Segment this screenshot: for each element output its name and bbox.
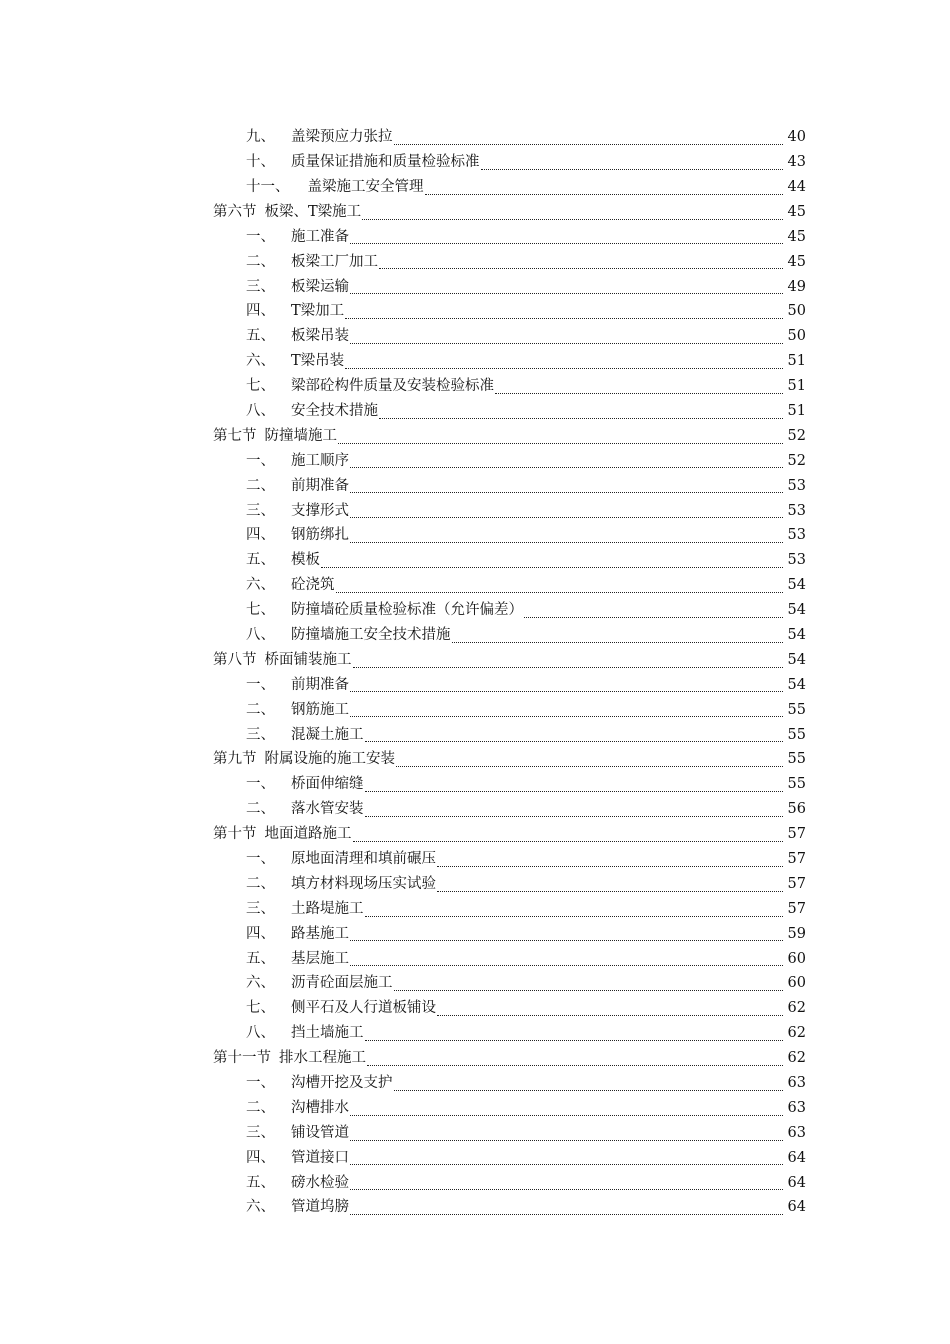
toc-page-number: 45	[787, 253, 806, 270]
toc-dot-leader	[350, 1139, 783, 1141]
toc-page-number: 62	[787, 1050, 806, 1067]
toc-entry-number: 四、	[246, 1149, 275, 1166]
toc-page-number: 63	[787, 1099, 806, 1116]
toc-subsection-entry[interactable]	[0, 150, 950, 175]
toc-entry-number: 二、	[246, 701, 275, 718]
toc-page-number: 55	[787, 726, 806, 743]
toc-subsection-entry[interactable]	[0, 374, 950, 399]
toc-entry-title: 施工顺序	[291, 452, 349, 469]
toc-page-number: 44	[787, 178, 806, 195]
toc-dot-leader	[365, 815, 784, 817]
toc-dot-leader	[367, 1064, 783, 1066]
toc-entry-number: 第十一节	[213, 1050, 271, 1067]
toc-page-number: 64	[787, 1149, 806, 1166]
toc-entry-title: 侧平石及人行道板铺设	[291, 1000, 436, 1017]
toc-entry-title: 沥青砼面层施工	[291, 975, 393, 992]
toc-page-number: 63	[787, 1124, 806, 1141]
toc-dot-leader	[350, 541, 783, 543]
toc-subsection-entry[interactable]	[0, 299, 950, 324]
toc-entry-title: 板梁工厂加工	[291, 253, 378, 270]
table-of-contents	[0, 125, 950, 1220]
toc-page-number: 52	[787, 427, 806, 444]
toc-page-number: 59	[787, 925, 806, 942]
toc-page-number: 64	[787, 1199, 806, 1216]
toc-page-number: 45	[787, 203, 806, 220]
toc-subsection-entry[interactable]	[0, 449, 950, 474]
toc-subsection-entry[interactable]	[0, 1146, 950, 1171]
toc-subsection-entry[interactable]	[0, 1121, 950, 1146]
toc-entry-title: 土路堤施工	[291, 900, 364, 917]
toc-dot-leader	[350, 1163, 783, 1165]
toc-entry-title: 附属设施的施工安装	[264, 751, 395, 768]
toc-subsection-entry[interactable]	[0, 249, 950, 274]
toc-dot-leader	[394, 143, 784, 145]
toc-entry-title: 钢筋施工	[291, 701, 349, 718]
toc-dot-leader	[365, 915, 784, 917]
toc-entry-title: 防撞墙施工	[264, 427, 337, 444]
toc-page-number: 56	[787, 801, 806, 818]
toc-page-number: 40	[787, 129, 806, 146]
toc-entry-number: 三、	[246, 278, 275, 295]
toc-entry-title: T梁加工	[291, 303, 345, 320]
toc-entry-number: 八、	[246, 627, 275, 643]
toc-entry-title: 盖梁施工安全管理	[307, 178, 424, 195]
toc-dot-leader	[365, 790, 784, 792]
toc-dot-leader	[350, 242, 783, 244]
toc-subsection-entry[interactable]	[0, 797, 950, 822]
toc-entry-title: 防撞墙砼质量检验标准（允许偏差）	[291, 602, 523, 619]
toc-entry-number: 七、	[246, 1000, 275, 1017]
toc-page-number: 54	[787, 602, 806, 619]
toc-page-number: 55	[787, 701, 806, 718]
toc-dot-leader	[350, 292, 783, 294]
toc-entry-title: 防撞墙施工安全技术措施	[291, 627, 451, 643]
toc-entry-title: 盖梁预应力张拉	[291, 129, 393, 146]
toc-dot-leader	[379, 417, 783, 419]
toc-entry-number: 二、	[246, 477, 275, 494]
toc-subsection-entry[interactable]	[0, 1021, 950, 1046]
toc-page-number: 51	[787, 378, 806, 395]
toc-page-number: 54	[787, 627, 806, 643]
toc-section-entry[interactable]	[0, 424, 950, 449]
toc-entry-number: 六、	[246, 975, 275, 992]
toc-subsection-entry[interactable]	[0, 349, 950, 374]
toc-entry-title: 板梁吊装	[291, 328, 349, 345]
toc-dot-leader	[350, 1213, 783, 1215]
toc-entry-number: 三、	[246, 726, 275, 743]
toc-entry-title: 原地面清理和填前碾压	[291, 851, 436, 868]
toc-page-number: 60	[787, 975, 806, 992]
toc-dot-leader	[350, 466, 783, 468]
toc-page-number: 53	[787, 527, 806, 544]
toc-page-number: 43	[787, 154, 806, 171]
toc-entry-title: 前期准备	[291, 477, 349, 494]
toc-entry-title: 板梁、T梁施工	[264, 203, 362, 220]
toc-page-number: 55	[787, 776, 806, 793]
toc-subsection-entry[interactable]	[0, 623, 950, 648]
toc-entry-number: 第八节	[213, 651, 257, 668]
toc-subsection-entry[interactable]	[0, 1195, 950, 1220]
toc-entry-title: 路基施工	[291, 925, 349, 942]
toc-page-number: 53	[787, 552, 806, 569]
toc-dot-leader	[350, 939, 783, 941]
toc-entry-title: 混凝土施工	[291, 726, 364, 743]
toc-dot-leader	[321, 566, 783, 568]
toc-page-number: 63	[787, 1075, 806, 1092]
toc-entry-number: 八、	[246, 1025, 275, 1042]
toc-subsection-entry[interactable]	[0, 523, 950, 548]
toc-dot-leader	[379, 267, 783, 269]
toc-entry-number: 五、	[246, 328, 275, 345]
toc-entry-number: 七、	[246, 378, 275, 395]
toc-dot-leader	[394, 1089, 784, 1091]
toc-entry-number: 四、	[246, 303, 275, 320]
toc-page-number: 64	[787, 1174, 806, 1191]
toc-dot-leader	[350, 1114, 783, 1116]
toc-page-number: 54	[787, 651, 806, 668]
toc-dot-leader	[350, 964, 783, 966]
toc-dot-leader	[362, 218, 783, 220]
toc-page-number: 51	[787, 402, 806, 419]
toc-entry-number: 四、	[246, 527, 275, 544]
toc-entry-title: 质量保证措施和质量检验标准	[291, 154, 480, 171]
toc-entry-title: 沟槽排水	[291, 1099, 349, 1116]
toc-entry-number: 八、	[246, 402, 275, 419]
toc-entry-title: 安全技术措施	[291, 402, 378, 419]
toc-subsection-entry[interactable]	[0, 1096, 950, 1121]
toc-dot-leader	[365, 740, 784, 742]
toc-dot-leader	[353, 840, 784, 842]
toc-entry-title: 模板	[291, 552, 320, 569]
toc-subsection-entry[interactable]	[0, 996, 950, 1021]
toc-dot-leader	[353, 666, 784, 668]
toc-subsection-entry[interactable]	[0, 573, 950, 598]
toc-entry-number: 三、	[246, 1124, 275, 1141]
toc-section-entry[interactable]	[0, 648, 950, 673]
toc-subsection-entry[interactable]	[0, 175, 950, 200]
toc-entry-number: 六、	[246, 1199, 275, 1216]
toc-section-entry[interactable]	[0, 200, 950, 225]
toc-entry-number: 七、	[246, 602, 275, 619]
toc-subsection-entry[interactable]	[0, 548, 950, 573]
toc-subsection-entry[interactable]	[0, 922, 950, 947]
toc-dot-leader	[396, 765, 783, 767]
toc-entry-title: T梁吊装	[291, 353, 345, 370]
toc-subsection-entry[interactable]	[0, 498, 950, 523]
toc-page-number: 55	[787, 751, 806, 768]
toc-subsection-entry[interactable]	[0, 673, 950, 698]
toc-entry-title: 钢筋绑扎	[291, 527, 349, 544]
toc-subsection-entry[interactable]	[0, 772, 950, 797]
toc-page-number: 45	[787, 228, 806, 245]
toc-dot-leader	[350, 1188, 783, 1190]
toc-subsection-entry[interactable]	[0, 274, 950, 299]
toc-entry-number: 五、	[246, 1174, 275, 1191]
toc-subsection-entry[interactable]	[0, 697, 950, 722]
toc-entry-number: 十一、	[246, 178, 290, 195]
toc-section-entry[interactable]	[0, 747, 950, 772]
toc-dot-leader	[350, 491, 783, 493]
toc-entry-number: 三、	[246, 900, 275, 917]
toc-dot-leader	[437, 865, 783, 867]
toc-page-number: 57	[787, 875, 806, 892]
toc-page-number: 49	[787, 278, 806, 295]
toc-subsection-entry[interactable]	[0, 598, 950, 623]
toc-dot-leader	[437, 890, 783, 892]
toc-page-number: 50	[787, 303, 806, 320]
toc-entry-title: 管道接口	[291, 1149, 349, 1166]
toc-page-number: 53	[787, 477, 806, 494]
toc-subsection-entry[interactable]	[0, 722, 950, 747]
toc-dot-leader	[394, 989, 784, 991]
toc-entry-title: 管道坞膀	[291, 1199, 349, 1216]
toc-entry-title: 砼浇筑	[291, 577, 335, 594]
toc-page-number: 50	[787, 328, 806, 345]
toc-subsection-entry[interactable]	[0, 473, 950, 498]
toc-dot-leader	[350, 690, 783, 692]
toc-page-number: 51	[787, 353, 806, 370]
toc-entry-title: 地面道路施工	[264, 826, 352, 843]
toc-entry-number: 四、	[246, 925, 275, 942]
toc-entry-title: 梁部砼构件质量及安装检验标准	[291, 378, 494, 395]
toc-entry-title: 落水管安装	[291, 801, 364, 818]
toc-entry-title: 铺设管道	[291, 1124, 349, 1141]
toc-page-number: 54	[787, 577, 806, 594]
toc-entry-number: 一、	[246, 676, 275, 693]
toc-dot-leader	[524, 616, 783, 618]
toc-entry-title: 挡土墙施工	[291, 1025, 364, 1042]
toc-entry-number: 第六节	[213, 203, 257, 220]
toc-entry-number: 二、	[246, 253, 275, 270]
toc-entry-number: 一、	[246, 851, 275, 868]
toc-entry-number: 九、	[246, 129, 275, 146]
toc-dot-leader	[437, 1014, 783, 1016]
toc-dot-leader	[495, 392, 783, 394]
toc-entry-title: 填方材料现场压实试验	[291, 875, 436, 892]
toc-subsection-entry[interactable]	[0, 971, 950, 996]
toc-section-entry[interactable]	[0, 822, 950, 847]
toc-entry-number: 二、	[246, 801, 275, 818]
toc-entry-title: 板梁运输	[291, 278, 349, 295]
toc-page-number: 53	[787, 502, 806, 519]
toc-page-number: 57	[787, 900, 806, 917]
toc-subsection-entry[interactable]	[0, 847, 950, 872]
toc-page-number: 52	[787, 452, 806, 469]
toc-entry-title: 支撑形式	[291, 502, 349, 519]
toc-entry-number: 第九节	[213, 751, 257, 768]
toc-entry-number: 三、	[246, 502, 275, 519]
toc-entry-title: 排水工程施工	[279, 1050, 366, 1067]
toc-dot-leader	[365, 1039, 784, 1041]
toc-subsection-entry[interactable]	[0, 946, 950, 971]
toc-entry-number: 五、	[246, 950, 275, 967]
toc-entry-number: 第七节	[213, 427, 257, 444]
toc-page-number: 62	[787, 1025, 806, 1042]
toc-entry-number: 第十节	[213, 826, 257, 843]
toc-subsection-entry[interactable]	[0, 399, 950, 424]
toc-dot-leader	[425, 193, 784, 195]
toc-subsection-entry[interactable]	[0, 225, 950, 250]
toc-subsection-entry[interactable]	[0, 872, 950, 897]
toc-entry-title: 前期准备	[291, 676, 349, 693]
toc-dot-leader	[345, 317, 783, 319]
toc-subsection-entry[interactable]	[0, 1071, 950, 1096]
toc-dot-leader	[345, 367, 783, 369]
toc-entry-title: 桥面铺装施工	[264, 651, 352, 668]
toc-entry-number: 五、	[246, 552, 275, 569]
toc-entry-number: 一、	[246, 776, 275, 793]
toc-dot-leader	[481, 168, 784, 170]
toc-dot-leader	[336, 591, 784, 593]
toc-dot-leader	[338, 442, 783, 444]
toc-subsection-entry[interactable]	[0, 1170, 950, 1195]
toc-entry-number: 一、	[246, 452, 275, 469]
toc-entry-number: 六、	[246, 577, 275, 594]
toc-subsection-entry[interactable]	[0, 897, 950, 922]
toc-dot-leader	[350, 715, 783, 717]
toc-page-number: 54	[787, 676, 806, 693]
toc-dot-leader	[452, 641, 784, 643]
toc-entry-number: 一、	[246, 1075, 275, 1092]
toc-page-number: 60	[787, 950, 806, 967]
toc-dot-leader	[350, 342, 783, 344]
toc-subsection-entry[interactable]	[0, 324, 950, 349]
toc-entry-title: 沟槽开挖及支护	[291, 1075, 393, 1092]
toc-page-number: 57	[787, 851, 806, 868]
toc-page-number: 62	[787, 1000, 806, 1017]
toc-entry-title: 基层施工	[291, 950, 349, 967]
toc-entry-number: 二、	[246, 1099, 275, 1116]
toc-entry-title: 桥面伸缩缝	[291, 776, 364, 793]
toc-entry-number: 一、	[246, 228, 275, 245]
toc-entry-number: 六、	[246, 353, 275, 370]
toc-entry-title: 磅水检验	[291, 1174, 349, 1191]
toc-entry-number: 二、	[246, 875, 275, 892]
toc-entry-title: 施工准备	[291, 228, 349, 245]
toc-subsection-entry[interactable]	[0, 125, 950, 150]
toc-entry-number: 十、	[246, 154, 275, 171]
toc-page-number: 57	[787, 826, 806, 843]
toc-dot-leader	[350, 516, 783, 518]
toc-section-entry[interactable]	[0, 1046, 950, 1071]
